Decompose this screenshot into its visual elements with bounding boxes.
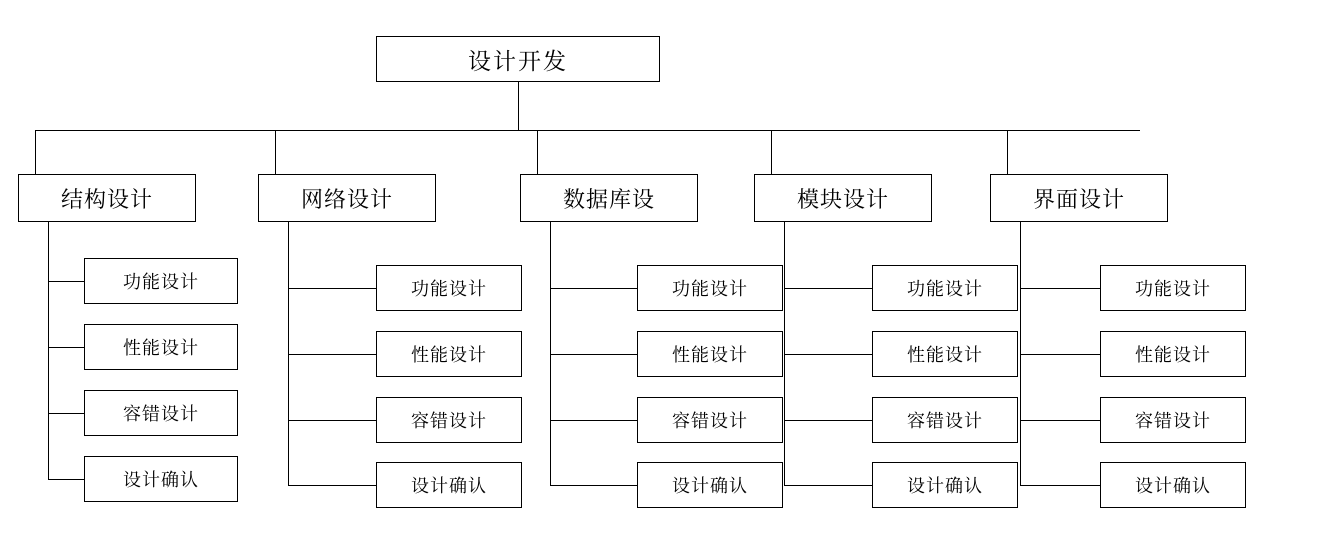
category-connector-line [35,130,36,174]
leaf-node-2-2[interactable]: 性能设计 [376,331,522,377]
leaf-connector-line [288,288,376,289]
leaf-node-2-3[interactable]: 容错设计 [376,397,522,443]
leaf-node-4-4[interactable]: 设计确认 [872,462,1018,508]
root-node[interactable]: 设计开发 [376,36,660,82]
category-connector-line [275,130,276,174]
leaf-node-1-3[interactable]: 容错设计 [84,390,238,436]
leaf-node-1-1[interactable]: 功能设计 [84,258,238,304]
category-node-1[interactable]: 结构设计 [18,174,196,222]
leaf-node-1-4[interactable]: 设计确认 [84,456,238,502]
leaf-node-4-2[interactable]: 性能设计 [872,331,1018,377]
leaf-connector-line [550,485,637,486]
leaf-connector-line [48,413,84,414]
category-node-4[interactable]: 模块设计 [754,174,932,222]
leaf-node-5-3[interactable]: 容错设计 [1100,397,1246,443]
leaf-connector-line [784,354,872,355]
leaf-connector-line [784,420,872,421]
leaf-connector-line [48,281,84,282]
leaf-connector-line [288,420,376,421]
leaf-node-5-4[interactable]: 设计确认 [1100,462,1246,508]
leaf-connector-line [550,288,637,289]
leaf-connector-line [784,485,872,486]
category-connector-line [537,130,538,174]
category-node-5[interactable]: 界面设计 [990,174,1168,222]
leaf-node-4-3[interactable]: 容错设计 [872,397,1018,443]
leaf-connector-line [1020,420,1100,421]
leaf-node-3-4[interactable]: 设计确认 [637,462,783,508]
category-connector-line [1007,130,1008,174]
leaf-connector-line [1020,354,1100,355]
leaf-connector-line [550,420,637,421]
leaf-node-4-1[interactable]: 功能设计 [872,265,1018,311]
leaf-node-3-3[interactable]: 容错设计 [637,397,783,443]
leaf-node-3-2[interactable]: 性能设计 [637,331,783,377]
leaf-node-3-1[interactable]: 功能设计 [637,265,783,311]
category-bus-line [35,130,1140,131]
leaf-connector-line [288,485,376,486]
leaf-connector-line [48,347,84,348]
leaf-node-2-1[interactable]: 功能设计 [376,265,522,311]
leaf-connector-line [1020,288,1100,289]
leaf-node-5-1[interactable]: 功能设计 [1100,265,1246,311]
root-connector-line [518,82,519,130]
category-connector-line [771,130,772,174]
category-node-3[interactable]: 数据库设 [520,174,698,222]
leaf-connector-line [550,354,637,355]
leaf-node-1-2[interactable]: 性能设计 [84,324,238,370]
leaf-connector-line [288,354,376,355]
category-node-2[interactable]: 网络设计 [258,174,436,222]
leaf-connector-line [48,479,84,480]
leaf-spine-line [48,222,49,479]
leaf-connector-line [784,288,872,289]
leaf-connector-line [1020,485,1100,486]
leaf-node-2-4[interactable]: 设计确认 [376,462,522,508]
leaf-node-5-2[interactable]: 性能设计 [1100,331,1246,377]
